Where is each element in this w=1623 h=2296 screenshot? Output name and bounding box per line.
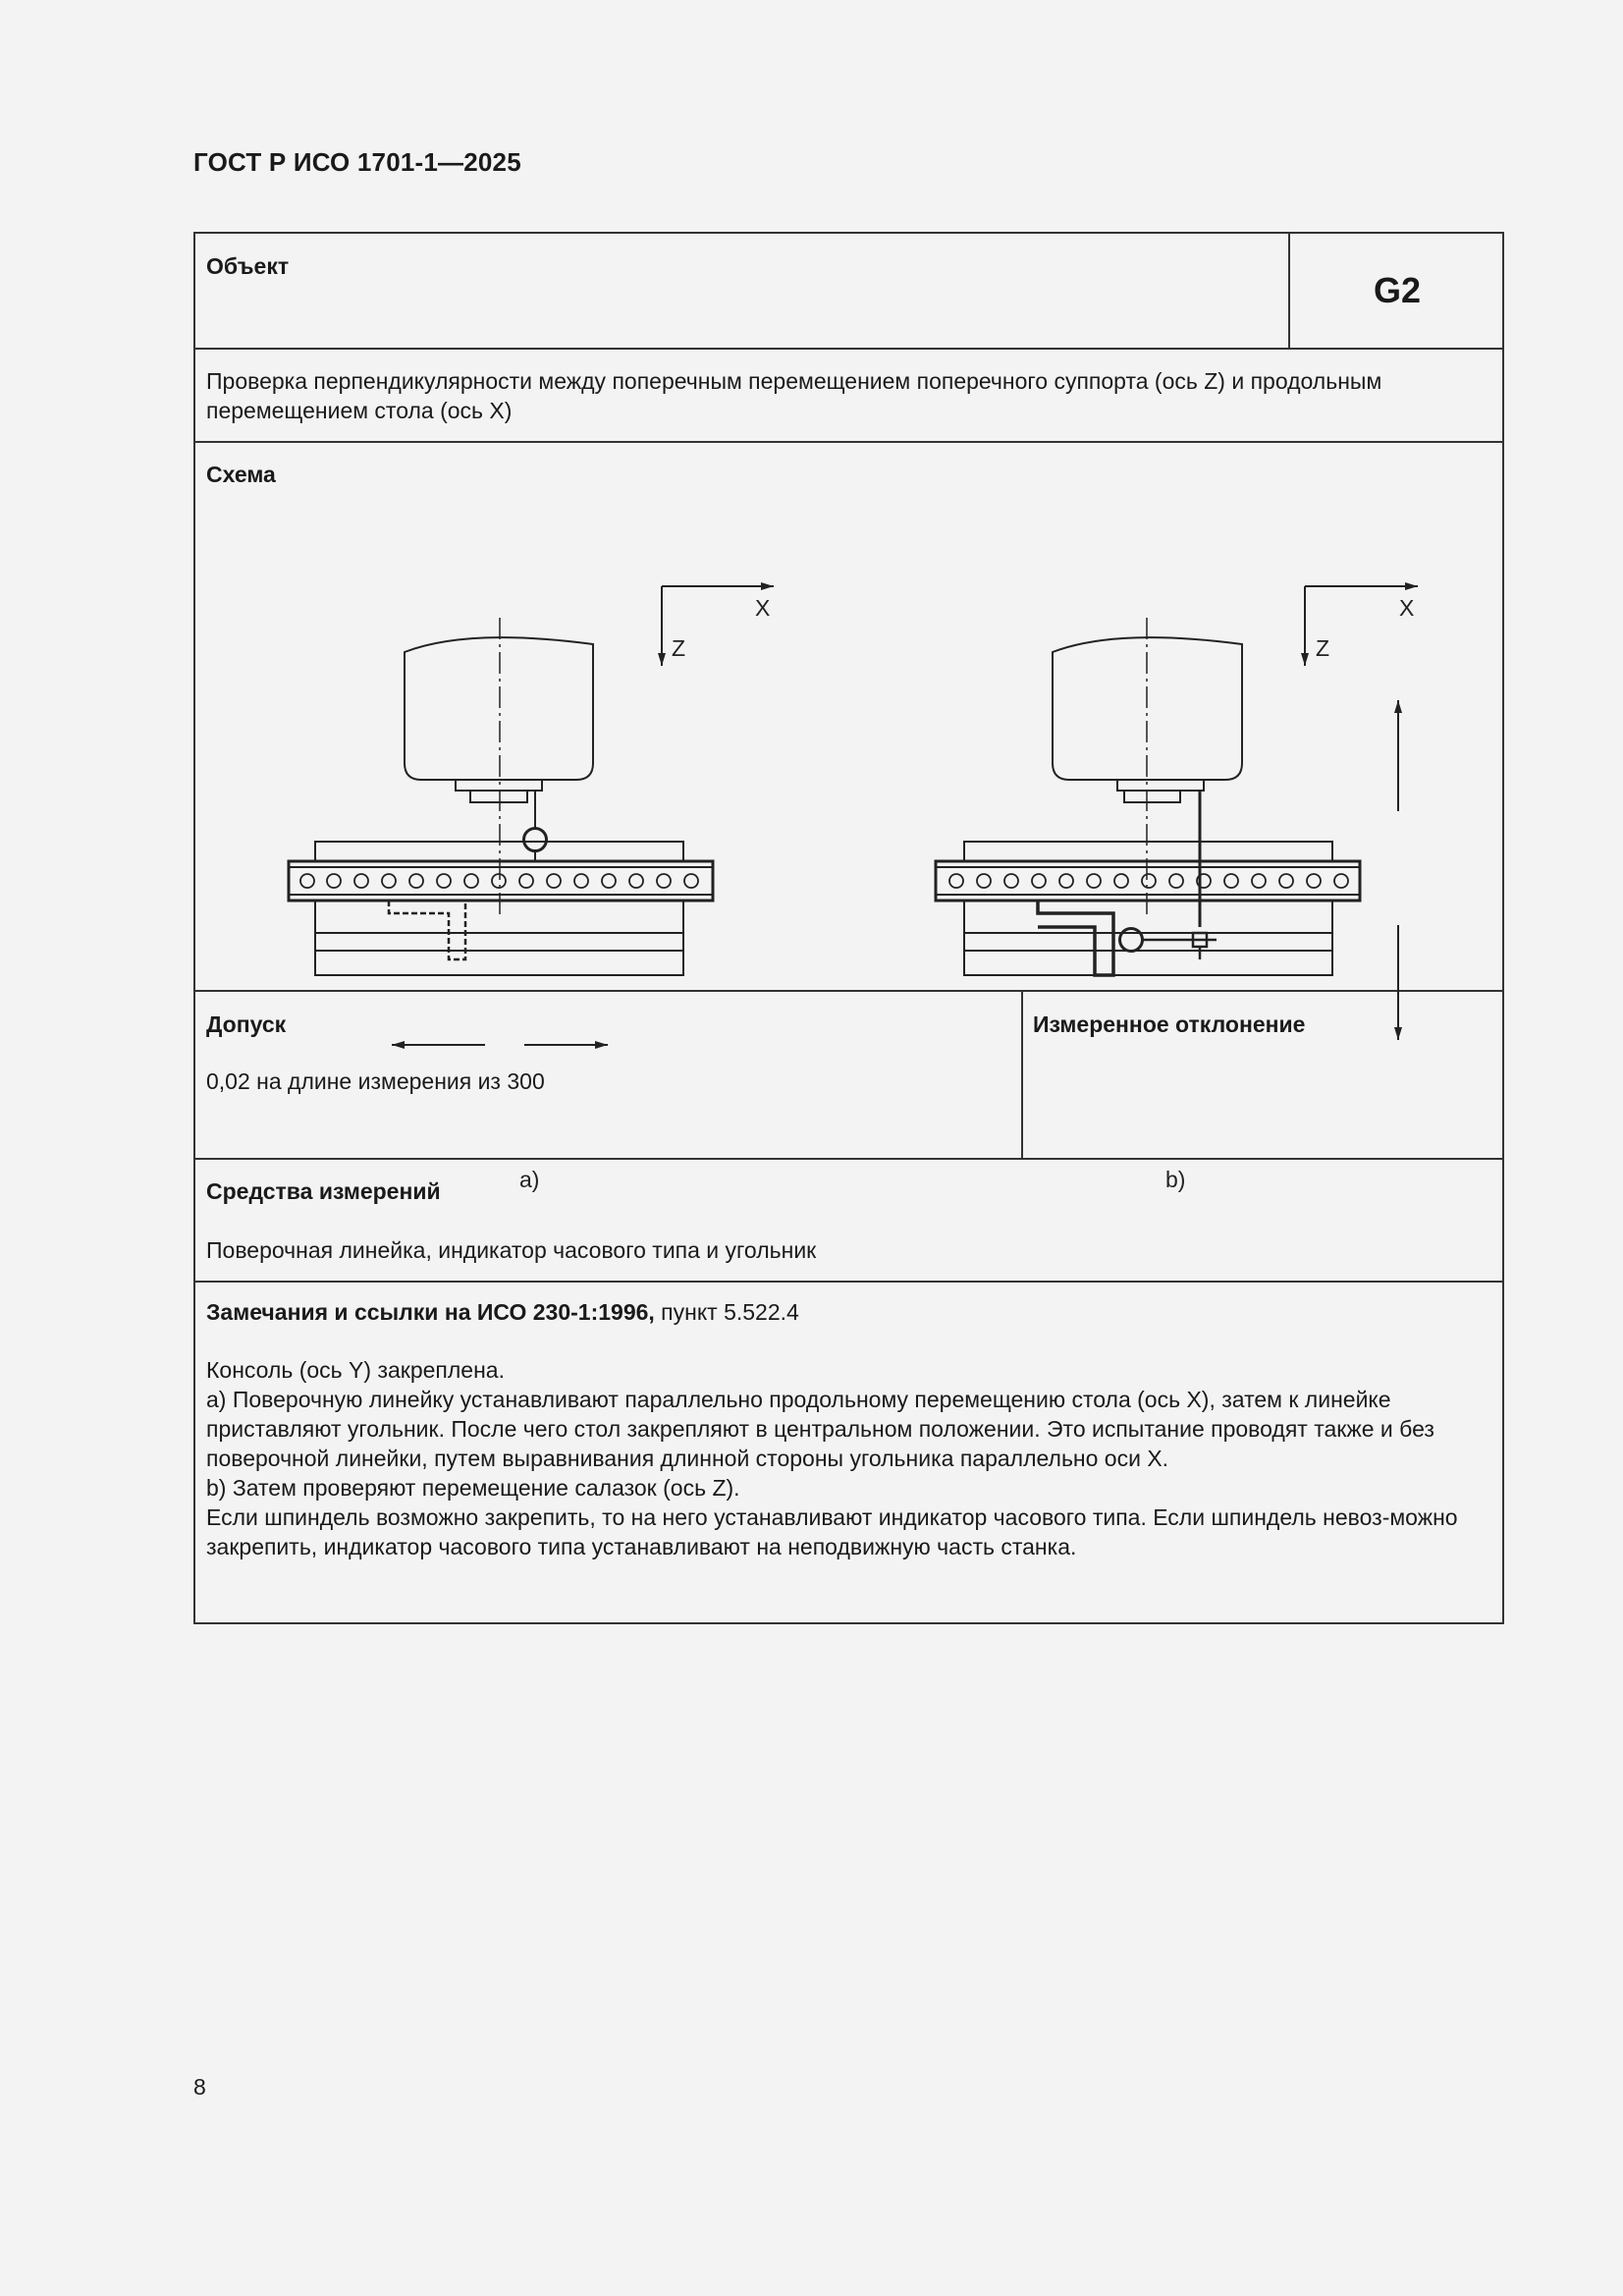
test-form-table xyxy=(193,232,1504,1624)
axis-z-label-a: Z xyxy=(672,635,686,661)
spindle-nose-a xyxy=(456,780,542,791)
notes-reference: пункт 5.522.4 xyxy=(654,1299,799,1325)
spindle-head-a xyxy=(405,637,593,780)
page-number: 8 xyxy=(193,2074,206,2100)
arrow-up-icon xyxy=(1394,700,1402,713)
column-divider xyxy=(1021,990,1023,1158)
instruments-label: Средства измерений xyxy=(206,1178,441,1204)
square-b xyxy=(1038,901,1113,975)
diagram-a xyxy=(289,582,774,1049)
dial-indicator-a xyxy=(524,829,547,851)
axis-x-label-a: X xyxy=(755,595,771,621)
notes-label: Замечания и ссылки на ИСО 230-1:1996, xyxy=(206,1299,655,1325)
measured-deviation-label: Измеренное отклонение xyxy=(1033,1011,1306,1037)
axis-z-label-b: Z xyxy=(1316,635,1330,661)
caption-b: b) xyxy=(1165,1167,1186,1192)
row-divider xyxy=(195,990,1502,992)
notes-line: Консоль (ось Y) закреплена. xyxy=(206,1357,505,1383)
document-header: ГОСТ Р ИСО 1701-1—2025 xyxy=(193,147,521,177)
test-code: G2 xyxy=(1373,270,1422,310)
arrow-right-icon xyxy=(595,1041,608,1049)
row-divider xyxy=(195,348,1502,350)
object-label: Объект xyxy=(206,253,290,279)
saddle-b xyxy=(964,901,1332,975)
notes-line: b) Затем проверяют перемещение салазок (ось Z). xyxy=(206,1475,740,1501)
spindle-collar-b xyxy=(1124,791,1180,802)
tolerance-value: 0,02 на длине измерения из 300 xyxy=(206,1068,545,1094)
row-divider xyxy=(195,1281,1502,1283)
axis-x-label-b: X xyxy=(1399,595,1415,621)
diagram-b xyxy=(936,582,1418,1040)
axis-z-arrow-icon xyxy=(1301,653,1309,666)
arrow-left-icon xyxy=(392,1041,405,1049)
row-divider xyxy=(195,1158,1502,1160)
notes-section xyxy=(206,1297,1494,1561)
spindle-collar-a xyxy=(470,791,527,802)
notes-heading xyxy=(206,1297,1494,1327)
arrow-down-icon xyxy=(1394,1027,1402,1040)
tolerance-label: Допуск xyxy=(206,1011,287,1037)
straightedge-b xyxy=(964,842,1332,861)
object-description: Проверка перпендикулярности между поперечным перемещением поперечного суппорта (ось Z) и продольным перемещением стола (ось X) xyxy=(206,368,1382,423)
axis-x-arrow-icon xyxy=(1405,582,1418,590)
instruments-value: Поверочная линейка, индикатор часового типа и угольник xyxy=(206,1237,817,1263)
dial-indicator-b xyxy=(1120,929,1143,952)
notes-line: a) Поверочную линейку устанавливают параллельно продольному перемещению стола (ось X), затем к линейке приставляют угольник. После чего стол закрепляют в центральном положении. Это испытание проводят также и без поверочной линейки, путем выравнивания длинной стороны угольника параллельно оси X. xyxy=(206,1387,1434,1471)
scheme-label: Схема xyxy=(206,462,276,487)
spindle-nose-b xyxy=(1117,780,1204,791)
axis-z-arrow-icon xyxy=(658,653,666,666)
axis-x-arrow-icon xyxy=(761,582,774,590)
notes-line: Если шпиндель возможно закрепить, то на него устанавливают индикатор часового типа. Если шпиндель невоз-можно закрепить, индикатор часового типа устанавливают на неподвижную часть станка. xyxy=(206,1504,1458,1559)
table-slots-b xyxy=(949,874,1348,888)
caption-a: a) xyxy=(519,1167,540,1192)
